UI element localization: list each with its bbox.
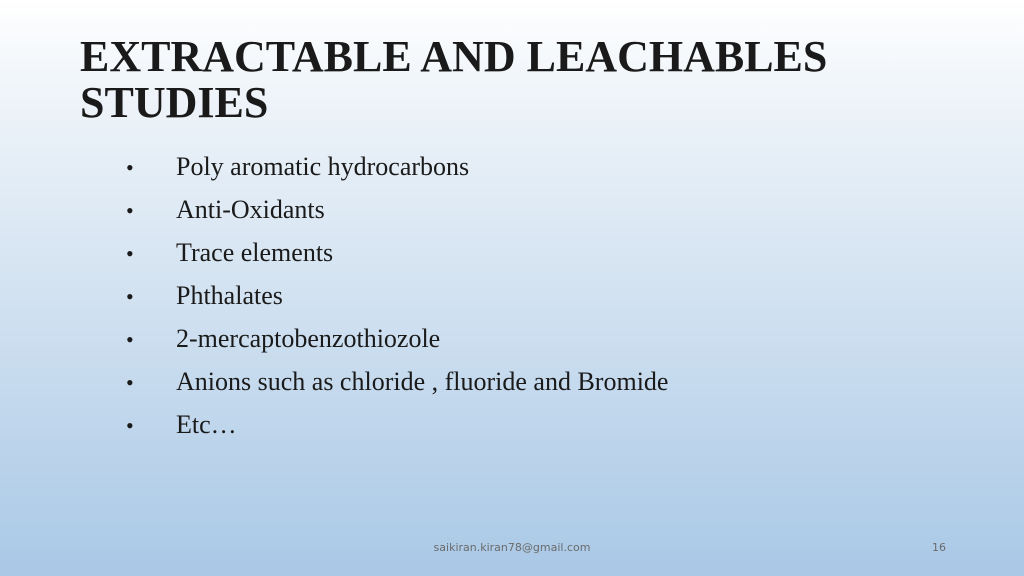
bullet-text: Anti-Oxidants [176,195,325,224]
bullet-text: 2-mercaptobenzothiozole [176,324,441,353]
bullet-text: Anions such as chloride , fluoride and Bromide [176,367,669,396]
bullet-text: Poly aromatic hydrocarbons [176,152,470,181]
footer-email: saikiran.kiran78@gmail.com [433,541,591,554]
bullet-icon: • [126,241,134,266]
list-item [126,410,668,453]
list-item [126,367,668,410]
bullet-icon: • [126,155,134,180]
page-number: 16 [932,541,946,554]
bullet-icon: • [126,370,134,395]
bullet-list [126,152,668,453]
bullet-text: Phthalates [176,281,283,310]
bullet-icon: • [126,284,134,309]
bullet-icon: • [126,327,134,352]
bullet-icon: • [126,413,134,438]
list-item [126,195,668,238]
bullet-text: Trace elements [176,238,334,267]
slide-title: EXTRACTABLE AND LEACHABLES STUDIES [80,32,828,127]
list-item [126,238,668,281]
list-item [126,281,668,324]
list-item [126,324,668,367]
bullet-icon: • [126,198,134,223]
bullet-text: Etc… [176,410,237,439]
list-item [126,152,668,195]
